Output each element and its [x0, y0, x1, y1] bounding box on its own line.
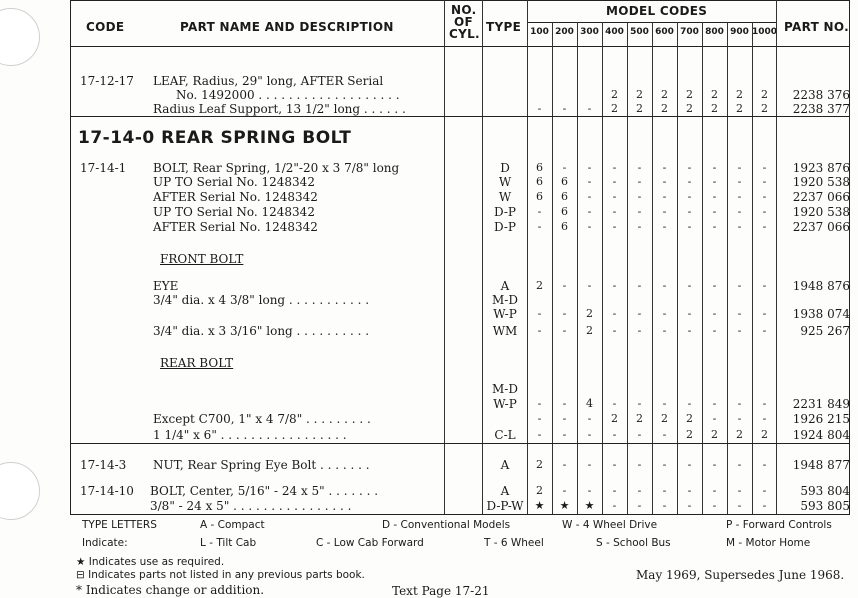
bolt-row-2-mc-2: - — [587, 190, 592, 203]
front-bolt-row-0-desc: EYE — [153, 279, 179, 293]
rear-bolt-row-1-mc-4: - — [637, 397, 642, 410]
center-bolt-row-1-part-no: 593 805 — [800, 499, 850, 513]
header-code: CODE — [86, 20, 125, 34]
header-model-codes: MODEL CODES — [606, 4, 708, 18]
front-bolt-row-3-desc: 3/4" dia. x 3 3/16" long . . . . . . . . . . — [153, 324, 370, 338]
center-bolt-row-0-code: 17-14-10 — [80, 484, 134, 498]
rear-bolt-end-rule — [70, 443, 850, 444]
front-bolt-row-0-mc-6: - — [687, 279, 692, 292]
center-bolt-row-0-mc-6: - — [687, 484, 692, 497]
bolt-row-2-mc-5: - — [662, 190, 667, 203]
footnote-use-as-required: ★ Indicates use as required. — [76, 556, 225, 568]
leaf-row-2-mc-9: 2 — [761, 102, 768, 115]
bolt-row-4-mc-1: 6 — [561, 220, 568, 233]
model-col-header-6: 700 — [680, 27, 699, 37]
bolt-row-2-type: W — [498, 190, 512, 204]
legend-s: S - School Bus — [596, 537, 671, 549]
rear-bolt-title: REAR BOLT — [160, 356, 234, 370]
center-bolt-row-0-mc-8: - — [737, 484, 742, 497]
legend-a: A - Compact — [200, 519, 265, 531]
rear-bolt-row-1-part-no: 2231 849 — [792, 397, 850, 411]
code-17-12-17: 17-12-17 — [80, 74, 134, 88]
bolt-row-3-mc-1: 6 — [561, 205, 568, 218]
center-bolt-row-1-mc-6: - — [687, 499, 692, 512]
nut-row-0-mc-1: - — [562, 458, 567, 471]
nut-row-0-mc-8: - — [737, 458, 742, 471]
rear-bolt-row-3-mc-5: - — [662, 428, 667, 441]
nut-row-0-mc-6: - — [687, 458, 692, 471]
center-bolt-row-0-mc-4: - — [637, 484, 642, 497]
bolt-row-3-mc-5: - — [662, 205, 667, 218]
front-bolt-row-2-type: W-P — [493, 307, 517, 321]
front-bolt-row-1-type: M-D — [492, 293, 518, 307]
nut-row-0-mc-2: - — [587, 458, 592, 471]
rear-bolt-row-2-mc-7: - — [712, 412, 717, 425]
bolt-row-2-mc-7: - — [712, 190, 717, 203]
bolt-row-3-mc-7: - — [712, 205, 717, 218]
bolt-row-4-type: D-P — [494, 220, 516, 234]
center-bolt-row-1-mc-1: ★ — [559, 499, 570, 512]
part-no-2238-376: 2238 376 — [792, 88, 850, 102]
rear-bolt-row-3-mc-2: - — [587, 428, 592, 441]
bolt-row-0-mc-1: - — [562, 161, 567, 174]
center-bolt-row-0-part-no: 593 804 — [800, 484, 850, 498]
front-bolt-row-2-part-no: 1938 074 — [792, 307, 850, 321]
front-bolt-row-3-type: WM — [492, 324, 518, 338]
front-bolt-row-0-mc-3: - — [612, 279, 617, 292]
front-bolt-row-2-mc-2: 2 — [586, 307, 593, 320]
rear-bolt-row-3-mc-9: 2 — [761, 428, 768, 441]
front-bolt-row-3-mc-6: - — [687, 324, 692, 337]
bolt-row-4-desc: AFTER Serial No. 1248342 — [153, 220, 318, 234]
center-bolt-row-0-mc-0: 2 — [536, 484, 543, 497]
footnote-change-addition: * Indicates change or addition. — [76, 583, 265, 597]
bolt-row-2-mc-1: 6 — [561, 190, 568, 203]
rear-bolt-row-3-mc-1: - — [562, 428, 567, 441]
front-bolt-row-3-mc-7: - — [712, 324, 717, 337]
header-bottom-rule — [70, 46, 850, 47]
center-bolt-row-1-mc-0: ★ — [534, 499, 545, 512]
bolt-row-3-mc-6: - — [687, 205, 692, 218]
front-bolt-row-3-part-no: 925 267 — [800, 324, 850, 338]
leaf-row-1-mc-4: 2 — [636, 88, 643, 101]
bolt-row-3-mc-3: - — [612, 205, 617, 218]
rear-bolt-row-2-desc: Except C700, 1" x 4 7/8" . . . . . . . . . — [153, 412, 371, 426]
nut-row-0-mc-3: - — [612, 458, 617, 471]
rear-bolt-row-3-mc-7: 2 — [711, 428, 718, 441]
header-no-of-cyl-2: OF — [454, 15, 473, 29]
center-bolt-row-1-mc-5: - — [662, 499, 667, 512]
front-bolt-row-3-mc-2: 2 — [586, 324, 593, 337]
leaf-row-1-mc-6: 2 — [686, 88, 693, 101]
bolt-row-3-mc-4: - — [637, 205, 642, 218]
front-bolt-row-2-mc-0: - — [537, 307, 542, 320]
model-col-header-2: 300 — [580, 27, 599, 37]
date-line: May 1969, Supersedes June 1968. — [636, 568, 845, 582]
center-bolt-row-1-mc-2: ★ — [584, 499, 595, 512]
desc-radius-leaf-support: Radius Leaf Support, 13 1/2" long . . . . . . — [153, 102, 406, 116]
legend-c: C - Low Cab Forward — [316, 537, 424, 549]
legend-l: L - Tilt Cab — [200, 537, 257, 549]
rear-bolt-row-0-type: M-D — [492, 382, 518, 396]
footnote-not-listed: ⊟ Indicates parts not listed in any previous parts book. — [76, 569, 365, 581]
center-bolt-row-1-desc: 3/8" - 24 x 5" . . . . . . . . . . . . . . . . — [150, 499, 352, 513]
rear-bolt-row-3-mc-6: 2 — [686, 428, 693, 441]
bolt-row-1-mc-5: - — [662, 175, 667, 188]
model-col-header-9: 1000 — [752, 27, 778, 37]
rear-bolt-row-3-mc-4: - — [637, 428, 642, 441]
leaf-row-2-mc-8: 2 — [736, 102, 743, 115]
rear-bolt-row-1-mc-5: - — [662, 397, 667, 410]
model-col-header-0: 100 — [530, 27, 549, 37]
front-bolt-row-0-mc-5: - — [662, 279, 667, 292]
bolt-row-0-mc-5: - — [662, 161, 667, 174]
bolt-row-3-mc-8: - — [737, 205, 742, 218]
col-line-cyl — [444, 0, 445, 514]
nut-row-0-mc-5: - — [662, 458, 667, 471]
center-bolt-row-0-type: A — [500, 484, 510, 498]
bolt-row-1-type: W — [498, 175, 512, 189]
bolt-row-0-mc-0: 6 — [536, 161, 543, 174]
bolt-row-4-mc-9: - — [762, 220, 767, 233]
bolt-row-3-type: D-P — [494, 205, 516, 219]
bolt-row-3-part-no: 1920 538 — [792, 205, 850, 219]
rear-bolt-row-2-mc-3: 2 — [611, 412, 618, 425]
rear-bolt-row-1-mc-7: - — [712, 397, 717, 410]
front-bolt-row-2-mc-1: - — [562, 307, 567, 320]
leaf-row-1-mc-7: 2 — [711, 88, 718, 101]
leaf-row-1-mc-5: 2 — [661, 88, 668, 101]
rear-bolt-row-2-mc-4: 2 — [636, 412, 643, 425]
rear-bolt-row-1-mc-0: - — [537, 397, 542, 410]
bolt-row-0-mc-3: - — [612, 161, 617, 174]
rear-bolt-row-1-mc-8: - — [737, 397, 742, 410]
model-col-header-3: 400 — [605, 27, 624, 37]
bolt-row-2-part-no: 2237 066 — [792, 190, 850, 204]
nut-row-0-mc-4: - — [637, 458, 642, 471]
bolt-row-3-mc-0: - — [537, 205, 542, 218]
legend-p: P - Forward Controls — [726, 519, 832, 531]
rear-bolt-row-1-type: W-P — [493, 397, 517, 411]
bolt-row-3-desc: UP TO Serial No. 1248342 — [153, 205, 315, 219]
front-bolt-row-3-mc-1: - — [562, 324, 567, 337]
center-bolt-row-1-mc-8: - — [737, 499, 742, 512]
center-bolt-row-1-mc-4: - — [637, 499, 642, 512]
nut-row-0-desc: NUT, Rear Spring Eye Bolt . . . . . . . — [153, 458, 370, 472]
center-bolt-row-0-mc-2: - — [587, 484, 592, 497]
center-bolt-row-0-mc-3: - — [612, 484, 617, 497]
bolt-row-4-mc-4: - — [637, 220, 642, 233]
bolt-row-2-mc-8: - — [737, 190, 742, 203]
leaf-row-2-mc-2: - — [587, 102, 592, 115]
leaf-row-1-mc-3: 2 — [611, 88, 618, 101]
front-bolt-row-3-mc-9: - — [762, 324, 767, 337]
bolt-row-4-mc-8: - — [737, 220, 742, 233]
rear-bolt-row-3-mc-3: - — [612, 428, 617, 441]
nut-row-0-part-no: 1948 877 — [792, 458, 850, 472]
header-part-name: PART NAME AND DESCRIPTION — [180, 20, 394, 34]
front-bolt-title: FRONT BOLT — [160, 252, 244, 266]
front-bolt-row-2-mc-5: - — [662, 307, 667, 320]
header-type: TYPE — [486, 20, 522, 34]
front-bolt-row-3-mc-5: - — [662, 324, 667, 337]
rear-bolt-row-2-mc-5: 2 — [661, 412, 668, 425]
front-bolt-row-0-mc-0: 2 — [536, 279, 543, 292]
bolt-row-0-mc-6: - — [687, 161, 692, 174]
front-bolt-row-2-mc-8: - — [737, 307, 742, 320]
bolt-row-0-desc: BOLT, Rear Spring, 1/2"-20 x 3 7/8" long — [153, 161, 400, 175]
leaf-row-1-mc-9: 2 — [761, 88, 768, 101]
center-bolt-row-0-mc-1: - — [562, 484, 567, 497]
bolt-row-4-mc-7: - — [712, 220, 717, 233]
bolt-row-1-mc-3: - — [612, 175, 617, 188]
leaf-row-2-mc-1: - — [562, 102, 567, 115]
section-title: 17-14-0 REAR SPRING BOLT — [78, 128, 352, 148]
rear-bolt-row-1-mc-9: - — [762, 397, 767, 410]
rear-bolt-row-3-mc-8: 2 — [736, 428, 743, 441]
bolt-row-1-mc-4: - — [637, 175, 642, 188]
leaf-row-2-mc-5: 2 — [661, 102, 668, 115]
bolt-row-4-mc-6: - — [687, 220, 692, 233]
bolt-row-4-part-no: 2237 066 — [792, 220, 850, 234]
bolt-row-2-mc-4: - — [637, 190, 642, 203]
bolt-row-2-mc-9: - — [762, 190, 767, 203]
rear-bolt-row-2-mc-1: - — [562, 412, 567, 425]
bolt-row-2-desc: AFTER Serial No. 1248342 — [153, 190, 318, 204]
header-part-no: PART NO. — [784, 20, 849, 34]
center-bolt-row-0-mc-9: - — [762, 484, 767, 497]
bolt-row-1-mc-9: - — [762, 175, 767, 188]
front-bolt-row-0-mc-8: - — [737, 279, 742, 292]
rear-bolt-row-3-mc-0: - — [537, 428, 542, 441]
header-top-rule — [70, 0, 850, 1]
legend-d: D - Conventional Models — [382, 519, 511, 531]
rear-bolt-row-2-mc-6: 2 — [686, 412, 693, 425]
front-bolt-row-0-type: A — [500, 279, 510, 293]
rear-bolt-row-1-mc-6: - — [687, 397, 692, 410]
center-bolt-row-1-mc-9: - — [762, 499, 767, 512]
legend-m: M - Motor Home — [726, 537, 811, 549]
front-bolt-row-0-mc-1: - — [562, 279, 567, 292]
bolt-row-1-mc-6: - — [687, 175, 692, 188]
table-bottom-rule — [70, 514, 850, 515]
bolt-row-1-mc-8: - — [737, 175, 742, 188]
bolt-row-0-mc-2: - — [587, 161, 592, 174]
nut-row-0-type: A — [500, 458, 510, 472]
leaf-row-2-mc-3: 2 — [611, 102, 618, 115]
bolt-row-1-desc: UP TO Serial No. 1248342 — [153, 175, 315, 189]
center-bolt-row-0-mc-5: - — [662, 484, 667, 497]
leaf-row-2-mc-0: - — [537, 102, 542, 115]
desc-leaf-radius: LEAF, Radius, 29" long, AFTER Serial — [153, 74, 384, 88]
front-bolt-row-3-mc-3: - — [612, 324, 617, 337]
rear-bolt-row-2-mc-2: - — [587, 412, 592, 425]
front-bolt-row-0-mc-9: - — [762, 279, 767, 292]
bolt-row-1-mc-7: - — [712, 175, 717, 188]
bolt-row-0-mc-7: - — [712, 161, 717, 174]
rear-bolt-row-3-desc: 1 1/4" x 6" . . . . . . . . . . . . . . . . . — [153, 428, 347, 442]
bolt-row-4-mc-0: - — [537, 220, 542, 233]
bolt-row-4-mc-5: - — [662, 220, 667, 233]
bolt-row-1-mc-2: - — [587, 175, 592, 188]
bolt-row-0-mc-9: - — [762, 161, 767, 174]
bolt-row-2-mc-0: 6 — [536, 190, 543, 203]
bolt-row-4-mc-3: - — [612, 220, 617, 233]
bolt-row-0-type: D — [500, 161, 510, 175]
nut-row-0-code: 17-14-3 — [80, 458, 127, 472]
nut-row-0-mc-9: - — [762, 458, 767, 471]
front-bolt-row-3-mc-4: - — [637, 324, 642, 337]
front-bolt-row-2-mc-4: - — [637, 307, 642, 320]
front-bolt-row-3-mc-8: - — [737, 324, 742, 337]
rear-bolt-row-1-mc-1: - — [562, 397, 567, 410]
rear-bolt-row-2-mc-9: - — [762, 412, 767, 425]
text-page: Text Page 17-21 — [392, 584, 490, 598]
rear-bolt-row-1-mc-2: 4 — [586, 397, 593, 410]
bolt-row-0-code: 17-14-1 — [80, 161, 127, 175]
model-col-header-5: 600 — [655, 27, 674, 37]
legend-indicate: Indicate: — [82, 537, 128, 549]
bolt-row-1-part-no: 1920 538 — [792, 175, 850, 189]
bolt-row-3-mc-9: - — [762, 205, 767, 218]
bolt-row-2-mc-6: - — [687, 190, 692, 203]
section-rule-top — [70, 116, 850, 117]
center-bolt-row-0-desc: BOLT, Center, 5/16" - 24 x 5" . . . . . . . — [150, 484, 379, 498]
legend-t: T - 6 Wheel — [484, 537, 544, 549]
rear-bolt-row-2-part-no: 1926 215 — [792, 412, 850, 426]
center-bolt-row-1-mc-3: - — [612, 499, 617, 512]
leaf-row-2-mc-7: 2 — [711, 102, 718, 115]
front-bolt-row-0-mc-7: - — [712, 279, 717, 292]
bolt-row-0-mc-8: - — [737, 161, 742, 174]
bolt-row-1-mc-0: 6 — [536, 175, 543, 188]
binder-hole-bottom — [0, 462, 40, 520]
desc-leaf-serial: No. 1492000 . . . . . . . . . . . . . . . . . . . — [176, 88, 400, 102]
legend-w: W - 4 Wheel Drive — [562, 519, 658, 531]
binder-hole-top — [0, 8, 40, 66]
front-bolt-row-2-mc-3: - — [612, 307, 617, 320]
model-col-header-4: 500 — [630, 27, 649, 37]
front-bolt-row-3-mc-0: - — [537, 324, 542, 337]
center-bolt-row-1-mc-7: - — [712, 499, 717, 512]
leaf-row-2-mc-4: 2 — [636, 102, 643, 115]
legend-type-letters: TYPE LETTERS — [82, 519, 157, 531]
leaf-row-1-mc-8: 2 — [736, 88, 743, 101]
model-col-header-8: 900 — [730, 27, 749, 37]
header-no-of-cyl-3: CYL. — [449, 27, 480, 41]
rear-bolt-row-1-mc-3: - — [612, 397, 617, 410]
bolt-row-0-mc-4: - — [637, 161, 642, 174]
front-bolt-row-0-mc-4: - — [637, 279, 642, 292]
center-bolt-row-0-mc-7: - — [712, 484, 717, 497]
rear-bolt-row-3-type: C-L — [494, 428, 516, 442]
bolt-row-2-mc-3: - — [612, 190, 617, 203]
bolt-row-3-mc-2: - — [587, 205, 592, 218]
front-bolt-row-2-mc-6: - — [687, 307, 692, 320]
front-bolt-row-1-desc: 3/4" dia. x 4 3/8" long . . . . . . . . . . . — [153, 293, 370, 307]
model-col-header-7: 800 — [705, 27, 724, 37]
front-bolt-row-0-mc-2: - — [587, 279, 592, 292]
leaf-row-2-mc-6: 2 — [686, 102, 693, 115]
rear-bolt-row-3-part-no: 1924 804 — [792, 428, 850, 442]
rear-bolt-row-2-mc-8: - — [737, 412, 742, 425]
nut-row-0-mc-7: - — [712, 458, 717, 471]
part-no-2238-377: 2238 377 — [792, 102, 850, 116]
front-bolt-row-2-mc-7: - — [712, 307, 717, 320]
front-bolt-row-0-part-no: 1948 876 — [792, 279, 850, 293]
nut-row-0-mc-0: 2 — [536, 458, 543, 471]
bolt-row-4-mc-2: - — [587, 220, 592, 233]
bolt-row-0-part-no: 1923 876 — [792, 161, 850, 175]
bolt-row-1-mc-1: 6 — [561, 175, 568, 188]
center-bolt-row-1-type: D-P-W — [486, 499, 524, 513]
model-col-header-1: 200 — [555, 27, 574, 37]
front-bolt-row-2-mc-9: - — [762, 307, 767, 320]
rear-bolt-row-2-mc-0: - — [537, 412, 542, 425]
header-no-of-cyl-1: NO. — [451, 3, 477, 17]
